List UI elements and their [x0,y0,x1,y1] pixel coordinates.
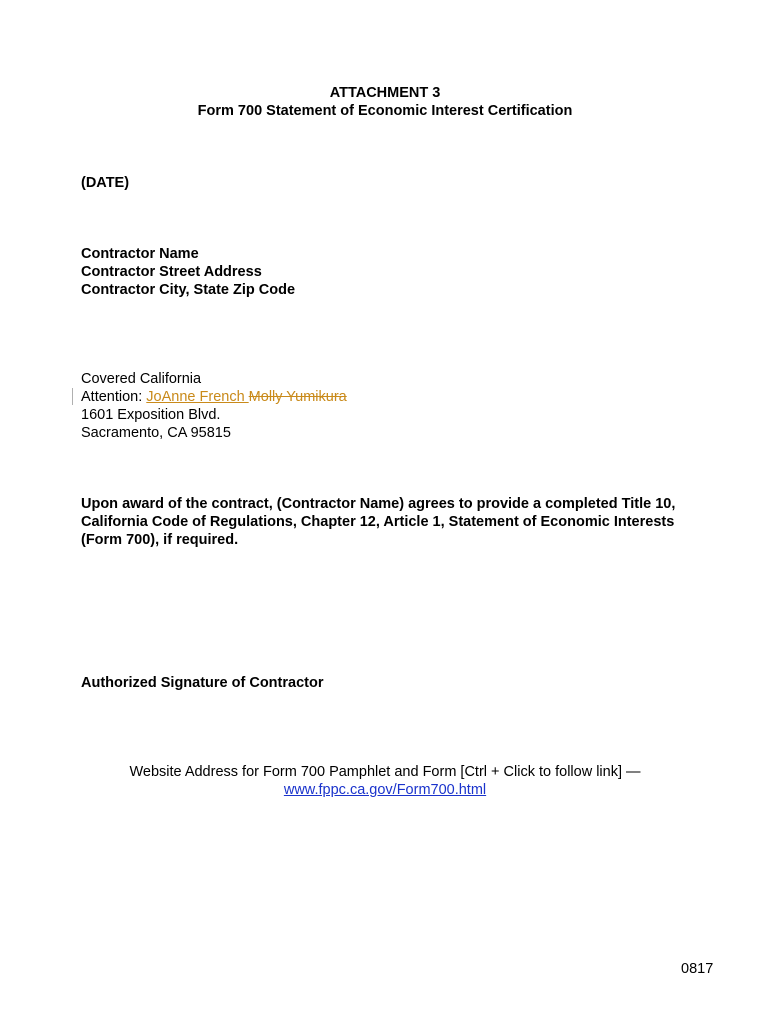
attention-inserted-name: JoAnne French [146,389,249,405]
signature-label: Authorized Signature of Contractor [81,675,324,691]
attention-label: Attention: [81,389,147,405]
recipient-city-state-zip: Sacramento, CA 95815 [81,425,231,441]
body-paragraph-line-3: (Form 700), if required. [81,532,239,548]
form700-link[interactable]: www.fppc.ca.gov/Form700.html [283,782,487,798]
attachment-heading: ATTACHMENT 3 [329,85,441,101]
page-number: 0817 [681,961,714,977]
contractor-street: Contractor Street Address [81,264,262,280]
website-label: Website Address for Form 700 Pamphlet and Form [Ctrl + Click to follow link] — [129,764,641,780]
recipient-street: 1601 Exposition Blvd. [81,407,221,423]
recipient-attention [81,388,347,406]
body-paragraph-line-2: California Code of Regulations, Chapter 12, Article 1, Statement of Economic Interests [81,514,675,530]
body-paragraph-line-1: Upon award of the contract, (Contractor Name) agrees to provide a completed Title 10, [81,496,676,512]
recipient-organization: Covered California [81,371,202,387]
form-title: Form 700 Statement of Economic Interest Certification [197,103,573,119]
attention-deleted-name: Molly Yumikura [248,389,347,405]
website-link-line [0,781,770,799]
contractor-city-state-zip: Contractor City, State Zip Code [81,282,296,298]
date-placeholder: (DATE) [81,175,130,191]
change-bar [72,388,73,405]
contractor-name: Contractor Name [81,246,199,262]
